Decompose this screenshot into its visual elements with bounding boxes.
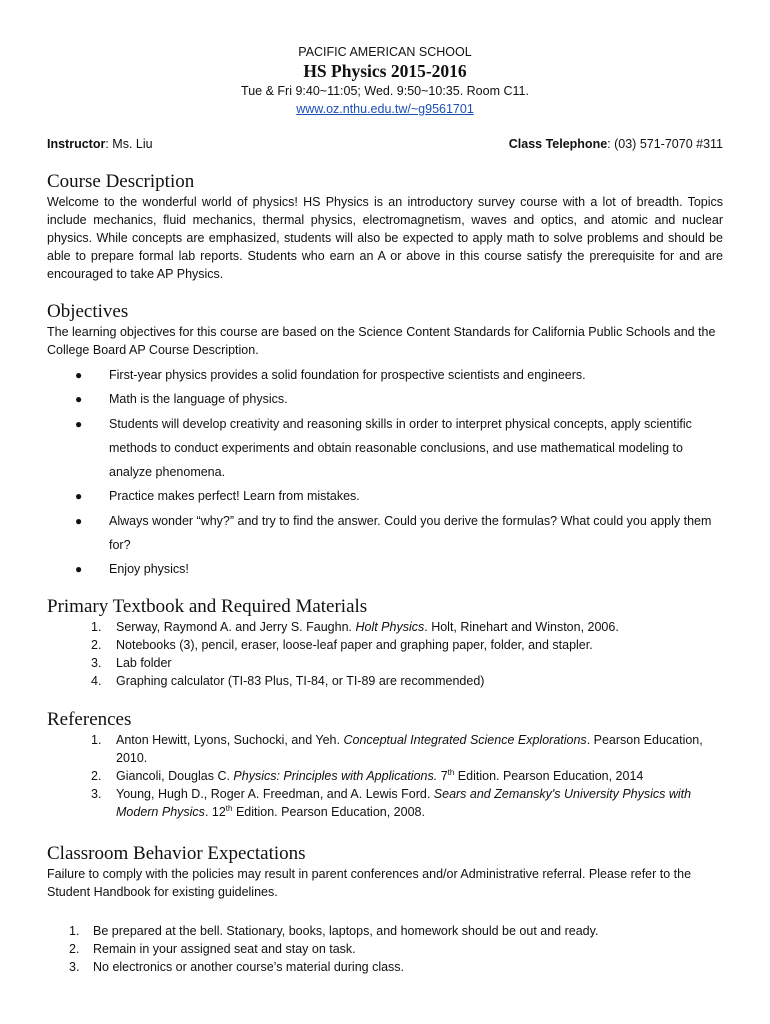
instructor-label: Instructor xyxy=(47,137,106,151)
course-description-text: Welcome to the wonderful world of physics! HS Physics is an introductory survey course with a lot of breadth. Topics include mechanics, fluid mechanics, thermal physics, electromagnetism, waves and optics, and atomic and nuclear physics. While concepts are emphasized, students will also be expected to apply math to solve problems and should be able to prepare formal lab reports. Students who earn an A or above in this course satisfy the prerequisite for and are encouraged to take AP Physics. xyxy=(47,195,723,281)
objectives-section xyxy=(47,301,723,582)
instructor-name: : Ms. Liu xyxy=(105,137,153,151)
references-section xyxy=(47,709,723,821)
objective-item: ● Always wonder “why?” and try to find the answer. Could you derive the formulas? What could you apply them for? xyxy=(47,509,723,558)
objective-item: ● Enjoy physics! xyxy=(47,557,723,581)
objectives-heading: Objectives xyxy=(47,301,129,322)
bullet-icon: ● xyxy=(75,489,83,504)
course-description-section xyxy=(47,171,723,283)
list-item: 1. Anton Hewitt, Lyons, Suchocki, and Yeh. Conceptual Integrated Science Explorations. Pearson Education, 2010. xyxy=(91,733,703,765)
objectives-intro: The learning objectives for this course are based on the Science Content Standards for California Public Schools and the College Board AP Course Description. xyxy=(47,325,716,357)
references-heading: References xyxy=(47,709,132,730)
list-item: 1. Be prepared at the bell. Stationary, books, laptops, and homework should be out and ready. xyxy=(69,924,599,938)
course-title: HS Physics 2015-2016 xyxy=(303,61,467,81)
objective-item: ● Math is the language of physics. xyxy=(47,387,723,411)
behavior-section xyxy=(47,843,723,976)
behavior-heading: Classroom Behavior Expectations xyxy=(47,843,306,864)
bullet-icon: ● xyxy=(75,416,83,431)
list-item: 2. Giancoli, Douglas C. Physics: Principles with Applications. 7th Edition. Pearson Education, 2014 xyxy=(91,767,644,783)
class-telephone-info xyxy=(509,136,723,152)
bullet-icon: ● xyxy=(75,513,83,528)
behavior-intro: Failure to comply with the policies may result in parent conferences and/or Administrative referral. Please refer to the Student Handbook for existing guidelines. xyxy=(47,867,692,899)
course-website-link[interactable]: www.oz.nthu.edu.tw/~g9561701 xyxy=(296,102,474,116)
bullet-icon: ● xyxy=(75,368,83,382)
list-item: 3. Young, Hugh D., Roger A. Freedman, and A. Lewis Ford. Sears and Zemansky's University Physics with Modern Physics. 12th Edition. Pearson Education, 2008. xyxy=(91,787,692,819)
instructor-info xyxy=(47,136,153,152)
textbook-section xyxy=(47,596,723,690)
course-description-heading: Course Description xyxy=(47,171,195,192)
bullet-icon: ● xyxy=(75,562,83,577)
list-item: 3. No electronics or another course’s material during class. xyxy=(69,960,405,974)
document-header xyxy=(0,44,770,118)
textbook-heading: Primary Textbook and Required Materials xyxy=(47,596,368,617)
objective-item: ● Students will develop creativity and reasoning skills in order to interpret physical concepts, apply scientific methods to conduct experiments and obtain reasonable conclusions, and use mathematical modeling to analyze phenomena. xyxy=(47,412,723,485)
telephone-label: Class Telephone xyxy=(508,137,608,151)
list-item: 2. Notebooks (3), pencil, eraser, loose-leaf paper and graphing paper, folder, and stapler. xyxy=(91,638,593,652)
behavior-rules-list xyxy=(47,922,723,976)
materials-list xyxy=(47,618,723,690)
list-item: 2. Remain in your assigned seat and stay on task. xyxy=(69,942,356,956)
list-item: 3. Lab folder xyxy=(91,656,172,670)
objective-item: ● Practice makes perfect! Learn from mistakes. xyxy=(47,484,723,508)
list-item: 1. Serway, Raymond A. and Jerry S. Faughn. Holt Physics. Holt, Rinehart and Winston, 2006. xyxy=(91,620,619,634)
telephone-number: : (03) 571-7070 #311 xyxy=(607,137,723,151)
school-name: PACIFIC AMERICAN SCHOOL xyxy=(298,45,472,59)
list-item: 4. Graphing calculator (TI-83 Plus, TI-84, or TI-89 are recommended) xyxy=(91,674,485,688)
class-schedule: Tue & Fri 9:40~11:05; Wed. 9:50~10:35. Room C11. xyxy=(241,84,529,98)
objectives-list xyxy=(47,363,723,582)
references-list xyxy=(47,731,723,821)
objective-item: ● First-year physics provides a solid foundation for prospective scientists and engineers. xyxy=(47,363,723,387)
bullet-icon: ● xyxy=(75,392,83,407)
